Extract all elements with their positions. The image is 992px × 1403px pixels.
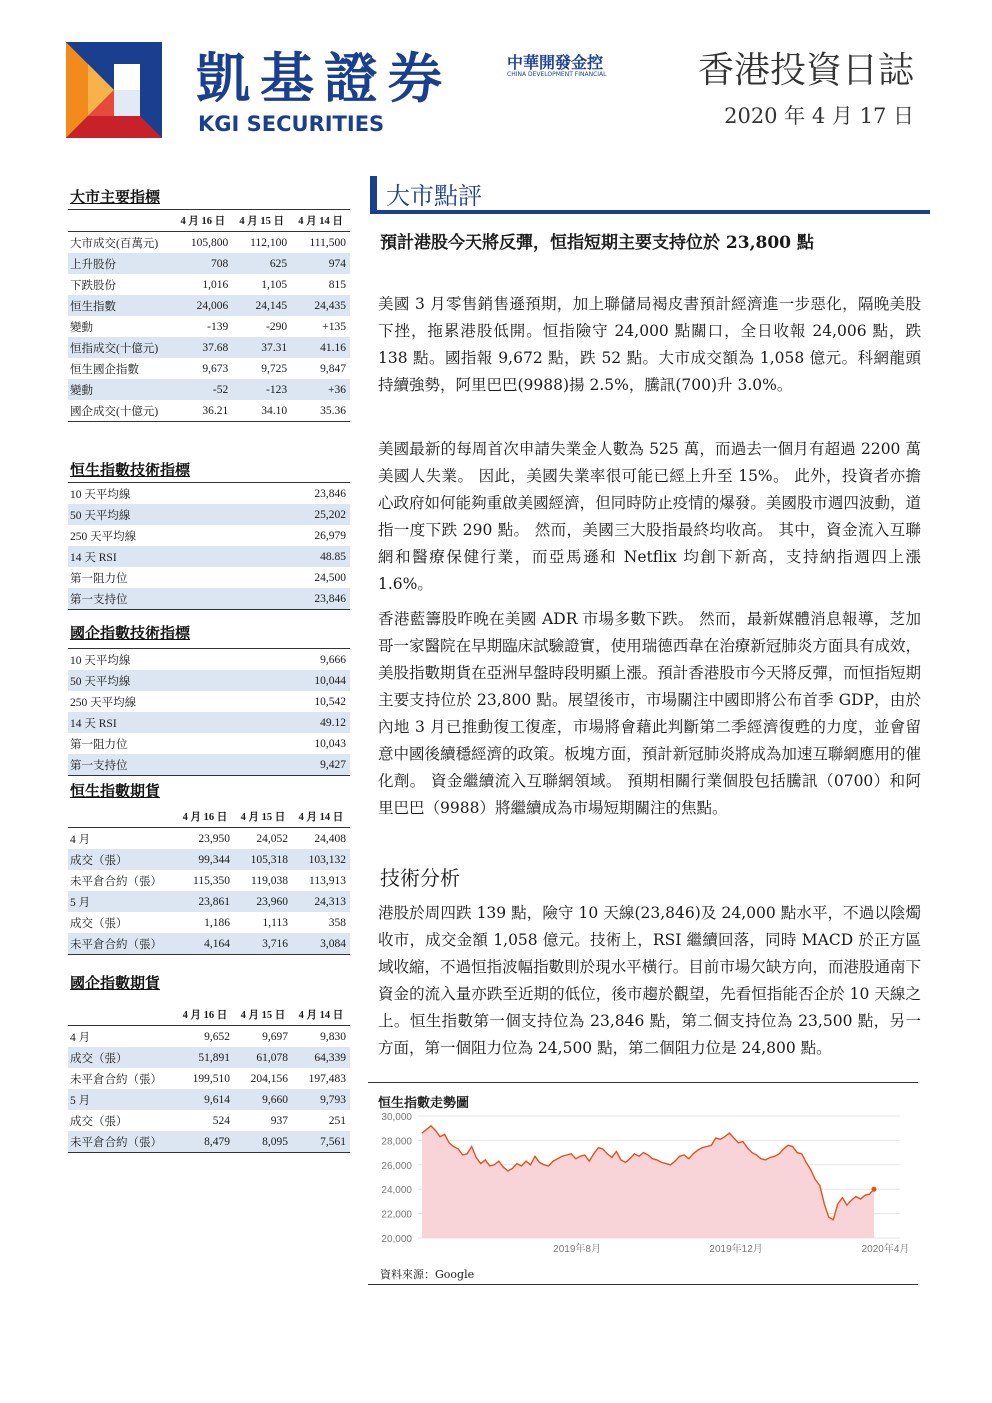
column-header: 4 月 15 日 [234, 806, 292, 828]
column-header: 4 月 15 日 [234, 1004, 292, 1026]
column-header: 4 月 16 日 [176, 1004, 234, 1026]
table-row [68, 232, 350, 254]
y-tick-label: 22,000 [381, 1209, 412, 1221]
row-value: 251 [328, 1114, 346, 1127]
row-label: 變動 [70, 321, 93, 334]
column-header: 4 月 16 日 [176, 806, 234, 828]
section-rule [370, 210, 930, 214]
row-value: 105,318 [234, 849, 292, 870]
table-row [68, 316, 350, 337]
row-label: 250 天平均線 [70, 696, 137, 709]
column-header: 4 月 14 日 [292, 1004, 350, 1026]
row-value: 10,043 [314, 737, 346, 750]
row-value: 9,830 [320, 1030, 346, 1043]
commentary-section-title: 大市點評 [386, 182, 482, 210]
table-row [68, 546, 350, 567]
row-value: 4,164 [176, 933, 234, 955]
row-value: 24,145 [232, 295, 291, 316]
row-value: 112,100 [250, 236, 288, 249]
brand-name-en: KGI SECURITIES [198, 112, 385, 136]
row-label: 50 天平均線 [68, 504, 250, 525]
row-label: 成交（張） [70, 1115, 128, 1128]
row-value: 61,078 [234, 1047, 292, 1068]
row-label: 14 天 RSI [68, 546, 250, 567]
row-value: 1,016 [202, 278, 229, 291]
market-indicators-title: 大市主要指標 [70, 188, 161, 206]
row-value: 9,793 [292, 1089, 350, 1110]
table-row [68, 483, 350, 505]
row-label: 未平倉合約（張） [70, 875, 162, 888]
row-label: 5 月 [68, 1089, 176, 1110]
row-value: 1,105 [261, 278, 288, 291]
row-label: 10 天平均線 [70, 654, 131, 667]
y-tick-label: 24,000 [381, 1185, 412, 1197]
row-value: 974 [291, 253, 350, 274]
group-name-en: CHINA DEVELOPMENT FINANCIAL [507, 71, 607, 78]
table-row [68, 1110, 350, 1131]
series-area [422, 1126, 874, 1238]
row-value: 1,113 [262, 916, 288, 929]
table-row [68, 358, 350, 379]
row-value: 119,038 [251, 874, 288, 887]
column-header: 4 月 16 日 [173, 210, 232, 232]
row-label: 4 月 [70, 1031, 91, 1044]
table-row [68, 504, 350, 525]
row-label: 恒生指數 [68, 295, 173, 316]
section-accent-bar [370, 176, 377, 212]
row-value: 113,913 [309, 874, 346, 887]
table-row [68, 691, 350, 712]
commentary-paragraph-2: 美國最新的每周首次申請失業金人數為 525 萬，而過去一個月有超過 2200 萬美國人失業。 因此，美國失業率很可能已經上升至 15%。 此外，投資者亦擔心政府如何能夠重啟美國經濟，但同時防止疫情的爆發。美國股市週四波動，道指一度下跌 290 點。 然而，美國三大股指最終均收高。 其中，資金流入互聯網和醫療保健行業，而亞馬遜和 Netflix 均創下新高，支持納指週四上漲 1.6%。 [378, 440, 921, 593]
table-row [68, 670, 350, 691]
x-tick-label: 2019年12月 [709, 1244, 763, 1255]
row-value: -52 [173, 379, 232, 400]
table-row [68, 1068, 350, 1089]
row-label: 50 天平均線 [68, 670, 250, 691]
row-value: 105,800 [190, 236, 229, 249]
row-value: 358 [328, 916, 346, 929]
row-value: 204,156 [250, 1072, 288, 1085]
row-value: 199,510 [192, 1072, 230, 1085]
row-value: 9,652 [204, 1030, 230, 1043]
table-row [68, 379, 350, 400]
brand-name-cn: 凱基證券 [196, 47, 452, 110]
last-point [872, 1187, 877, 1192]
row-value: 24,052 [256, 832, 288, 845]
technical-analysis-paragraph: 港股於周四跌 139 點，險守 10 天線(23,846)及 24,000 點水平，不過以陰燭收市，成交金額 1,058 億元。技術上，RSI 繼續回落，同時 MACD 於正方區域收縮，不過恒指波幅指數則於現水平橫行。目前市場欠缺方向，而港股通南下資金的流入量亦跌至近期的低位，後市趨於觀望，先看恒指能否企於 10 天線之上。恒生指數第一個支持位為 23,846 點，第二個支持位為 23,500 點，另一方面，第一個阻力位為 24,500 點，第二個阻力位是 24,800 點。 [378, 904, 921, 1057]
table-row [68, 754, 350, 776]
group-name-cn: 中華開發金控 [507, 53, 604, 72]
row-value: 23,846 [314, 487, 346, 500]
row-value: 7,561 [292, 1131, 350, 1153]
row-value: 9,673 [202, 362, 229, 375]
hscei-technical-title: 國企指數技術指標 [70, 624, 191, 642]
row-value: 24,006 [173, 295, 232, 316]
row-label: 第一支持位 [68, 754, 250, 776]
table-row [68, 828, 350, 850]
table-header-row [68, 210, 350, 232]
chart-top-rule [368, 1082, 918, 1083]
y-tick-label: 20,000 [381, 1234, 412, 1245]
row-value: 26,979 [314, 529, 346, 542]
row-value: 24,435 [291, 295, 350, 316]
x-tick-label: 2019年8月 [553, 1244, 601, 1255]
hsi-technical-title: 恒生指數技術指標 [70, 461, 191, 479]
row-value: 815 [328, 278, 346, 291]
row-value: 524 [212, 1114, 230, 1127]
row-value: 3,716 [234, 933, 292, 955]
row-label: 第一支持位 [68, 588, 250, 610]
hscei-futures-title: 國企指數期貨 [70, 974, 161, 992]
row-value: 48.85 [250, 546, 350, 567]
chart-bottom-rule [368, 1284, 918, 1285]
row-value: -290 [266, 320, 288, 333]
row-value: 625 [232, 253, 291, 274]
row-value: 3,084 [292, 933, 350, 955]
row-value: 24,500 [314, 571, 346, 584]
row-value: 51,891 [176, 1047, 234, 1068]
row-label: 第一阻力位 [70, 572, 128, 585]
chart-source: 資料來源：Google [380, 1268, 475, 1281]
table-row [68, 733, 350, 754]
row-value: 24,313 [292, 891, 350, 912]
document-date: 2020 年 4 月 17 日 [724, 104, 914, 128]
row-label: 250 天平均線 [70, 530, 137, 543]
row-value: 36.21 [173, 400, 232, 422]
row-value: 9,725 [261, 362, 288, 375]
row-value: 35.36 [291, 400, 350, 422]
y-tick-label: 26,000 [381, 1160, 412, 1172]
row-value: 9,847 [320, 362, 346, 375]
header-blank [68, 806, 176, 828]
table-row [68, 912, 350, 933]
row-value: 34.10 [232, 400, 291, 422]
row-value: 9,660 [234, 1089, 292, 1110]
row-value: 41.16 [291, 337, 350, 358]
hsi-technical-table [68, 482, 350, 610]
row-label: 未平倉合約（張） [70, 1073, 162, 1086]
table-header-row [68, 1004, 350, 1026]
y-tick-label: 30,000 [381, 1112, 412, 1123]
table-row [68, 588, 350, 610]
kgi-logo [66, 42, 162, 138]
hsi-futures-table [68, 806, 350, 955]
row-label: 14 天 RSI [68, 712, 250, 733]
table-row [68, 849, 350, 870]
row-label: 成交（張） [70, 917, 128, 930]
row-label: 大市成交(百萬元) [70, 237, 159, 250]
row-value: 23,960 [234, 891, 292, 912]
row-value: +36 [291, 379, 350, 400]
row-value: +135 [322, 320, 346, 333]
table-row [68, 337, 350, 358]
table-row [68, 274, 350, 295]
row-value: 937 [270, 1114, 288, 1127]
column-header: 4 月 14 日 [291, 210, 350, 232]
table-header-row [68, 806, 350, 828]
hscei-technical-table [68, 648, 350, 776]
table-row [68, 1047, 350, 1068]
row-value: 23,861 [176, 891, 234, 912]
row-value: 49.12 [250, 712, 350, 733]
table-row [68, 933, 350, 955]
hsi-futures-title: 恒生指數期貨 [70, 782, 161, 800]
y-tick-label: 28,000 [381, 1136, 412, 1148]
technical-analysis-title: 技術分析 [380, 866, 460, 890]
row-value: -123 [232, 379, 291, 400]
table-row [68, 1026, 350, 1048]
row-value: 37.31 [232, 337, 291, 358]
table-row [68, 870, 350, 891]
table-row [68, 649, 350, 671]
table-row [68, 567, 350, 588]
row-value: -139 [207, 320, 229, 333]
row-value: 99,344 [176, 849, 234, 870]
row-label: 恒指成交(十億元) [68, 337, 173, 358]
table-row [68, 1089, 350, 1110]
market-indicators-table [68, 209, 350, 422]
row-label: 5 月 [68, 891, 176, 912]
row-label: 未平倉合約（張） [68, 933, 176, 955]
row-label: 未平倉合約（張） [68, 1131, 176, 1153]
table-row [68, 295, 350, 316]
commentary-headline: 預計港股今天將反彈，恒指短期主要支持位於 23,800 點 [380, 233, 814, 253]
header-blank [68, 210, 173, 232]
hscei-futures-table [68, 1004, 350, 1153]
row-value: 24,408 [314, 832, 346, 845]
row-value: 9,427 [250, 754, 350, 776]
row-value: 64,339 [292, 1047, 350, 1068]
hsi-trend-chart [370, 1108, 915, 1258]
row-value: 103,132 [292, 849, 350, 870]
chart-title: 恒生指數走勢圖 [378, 1096, 470, 1111]
table-row [68, 253, 350, 274]
row-value: 10,044 [250, 670, 350, 691]
x-tick-label: 2020年4月 [861, 1244, 910, 1255]
row-value: 115,350 [193, 874, 230, 887]
row-value: 111,500 [309, 236, 346, 249]
row-value: 1,186 [204, 916, 230, 929]
row-value: 708 [173, 253, 232, 274]
row-value: 37.68 [173, 337, 232, 358]
row-value: 9,614 [176, 1089, 234, 1110]
row-label: 成交（張） [68, 1047, 176, 1068]
row-label: 變動 [68, 379, 173, 400]
commentary-paragraph-3: 香港藍籌股昨晚在美國 ADR 市場多數下跌。 然而，最新媒體消息報導，芝加哥一家醫院在早期臨床試驗證實，使用瑞德西韋在治療新冠肺炎方面具有成效，美股指數期貨在亞洲早盤時段明顯上漲。預計香港股市今天將反彈，而恒指短期主要支持位於 23,800 點。展望後市，市場關注中國即將公布首季 GDP，由於內地 3 月已推動復工復產，市場將會藉此判斷第二季經濟復甦的力度，並會留意中國後續穩經濟的政策。板塊方面，預計新冠肺炎將成為加速互聯網應用的催化劑。 資金繼續流入互聯網領域。 預期相關行業個股包括騰訊（0700）和阿里巴巴（9988）將繼續成為市場短期關注的焦點。 [378, 610, 921, 817]
row-value: 25,202 [250, 504, 350, 525]
row-value: 8,095 [234, 1131, 292, 1153]
row-label: 成交（張） [68, 849, 176, 870]
row-value: 8,479 [176, 1131, 234, 1153]
row-value: 23,950 [198, 832, 230, 845]
header-blank [68, 1004, 176, 1026]
row-label: 上升股份 [68, 253, 173, 274]
row-label: 4 月 [70, 833, 91, 846]
row-label: 第一阻力位 [70, 738, 128, 751]
row-value: 9,697 [262, 1030, 288, 1043]
column-header: 4 月 14 日 [292, 806, 350, 828]
row-value: 197,483 [308, 1072, 346, 1085]
row-label: 國企成交(十億元) [68, 400, 173, 422]
table-row [68, 1131, 350, 1153]
row-label: 下跌股份 [70, 279, 116, 292]
document-title: 香港投資日誌 [697, 50, 914, 91]
row-value: 23,846 [250, 588, 350, 610]
commentary-paragraph-1: 美國 3 月零售銷售遜預期，加上聯儲局褐皮書預計經濟進一步惡化，隔晚美股下挫，拖累港股低開。恒指險守 24,000 點關口，全日收報 24,006 點，跌 138 點。國指報 9,672 點，跌 52 點。大市成交額為 1,058 億元。科網龍頭持續強勢，阿里巴巴(9988)揚 2.5%，騰訊(700)升 3.0%。 [378, 295, 921, 394]
row-label: 恒生國企指數 [70, 363, 139, 376]
table-row [68, 891, 350, 912]
table-row [68, 400, 350, 422]
table-row [68, 712, 350, 733]
column-header: 4 月 15 日 [232, 210, 291, 232]
table-row [68, 525, 350, 546]
row-value: 9,666 [320, 653, 346, 666]
row-value: 10,542 [314, 695, 346, 708]
row-label: 10 天平均線 [70, 488, 131, 501]
